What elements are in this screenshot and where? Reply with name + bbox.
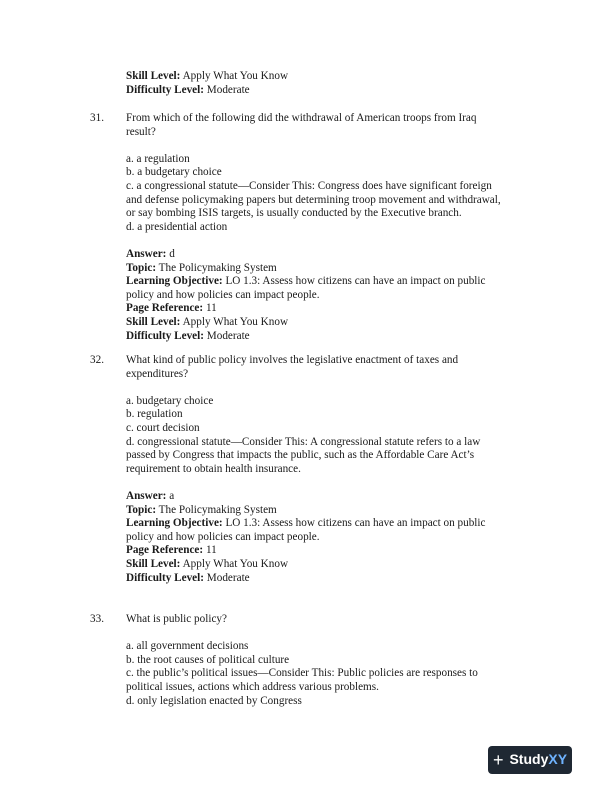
learning-objective: Learning Objective: LO 1.3: Assess how citizens can have an impact on public (126, 517, 486, 530)
option-c-cont: and defense policymaking papers but determining troop movement and withdrawal, (126, 193, 501, 206)
option-d-cont: passed by Congress that impacts the public, such as the Affordable Care Act’s (126, 449, 475, 462)
skill-level: Skill Level: Apply What You Know (126, 557, 289, 570)
question-text: What is public policy? (126, 613, 227, 625)
skill-level: Skill Level: Apply What You Know (126, 70, 289, 82)
brand-name: StudyXY (509, 751, 568, 768)
answer: Answer: a (126, 489, 175, 502)
learning-objective: Learning Objective: LO 1.3: Assess how citizens can have an impact on public (126, 275, 486, 288)
question-33 (126, 613, 526, 708)
page-reference: Page Reference: 11 (126, 544, 217, 557)
option-d: d. a presidential action (126, 220, 228, 233)
question-text-cont: result? (126, 125, 156, 138)
difficulty-level: Difficulty Level: Moderate (126, 329, 250, 342)
question-text: From which of the following did the withdrawal of American troops from Iraq (126, 112, 477, 124)
option-a: a. a regulation (126, 152, 190, 165)
question-number-32: 32. (90, 354, 104, 366)
option-c-cont: political issues, actions which address various problems. (126, 680, 379, 693)
option-a: a. budgetary choice (126, 394, 214, 407)
option-b: b. a budgetary choice (126, 166, 222, 179)
answer: Answer: d (126, 247, 175, 260)
difficulty-level: Difficulty Level: Moderate (126, 571, 250, 584)
option-c-cont: or say bombing ISIS targets, is usually conducted by the Executive branch. (126, 207, 462, 220)
question-text: What kind of public policy involves the legislative enactment of taxes and (126, 354, 459, 366)
topic: Topic: The Policymaking System (126, 503, 277, 516)
option-c: c. a congressional statute—Consider This: Congress does have significant foreign (126, 179, 492, 192)
learning-objective-cont: policy and how policies can impact people. (126, 288, 320, 301)
option-b: b. the root causes of political culture (126, 653, 290, 666)
option-b: b. regulation (126, 408, 183, 421)
question-text-cont: expenditures? (126, 367, 189, 380)
skill-level: Skill Level: Apply What You Know (126, 315, 289, 328)
page-reference: Page Reference: 11 (126, 302, 217, 315)
question-31 (126, 112, 526, 343)
option-c: c. court decision (126, 421, 200, 434)
option-d: d. only legislation enacted by Congress (126, 694, 302, 707)
difficulty-level: Difficulty Level: Moderate (126, 83, 250, 96)
learning-objective-cont: policy and how policies can impact people. (126, 530, 320, 543)
question-number-33: 33. (90, 613, 104, 625)
option-d-cont: requirement to obtain health insurance. (126, 462, 301, 475)
option-d: d. congressional statute—Consider This: A congressional statute refers to a law (126, 435, 481, 448)
question-number-31: 31. (90, 112, 104, 124)
top-metadata (126, 70, 526, 97)
option-a: a. all government decisions (126, 640, 249, 653)
plus-icon: + (492, 750, 504, 770)
question-32 (126, 354, 526, 585)
option-c: c. the public’s political issues—Consider This: Public policies are responses to (126, 667, 478, 680)
topic: Topic: The Policymaking System (126, 261, 277, 274)
studyxy-logo-badge[interactable] (488, 746, 572, 774)
